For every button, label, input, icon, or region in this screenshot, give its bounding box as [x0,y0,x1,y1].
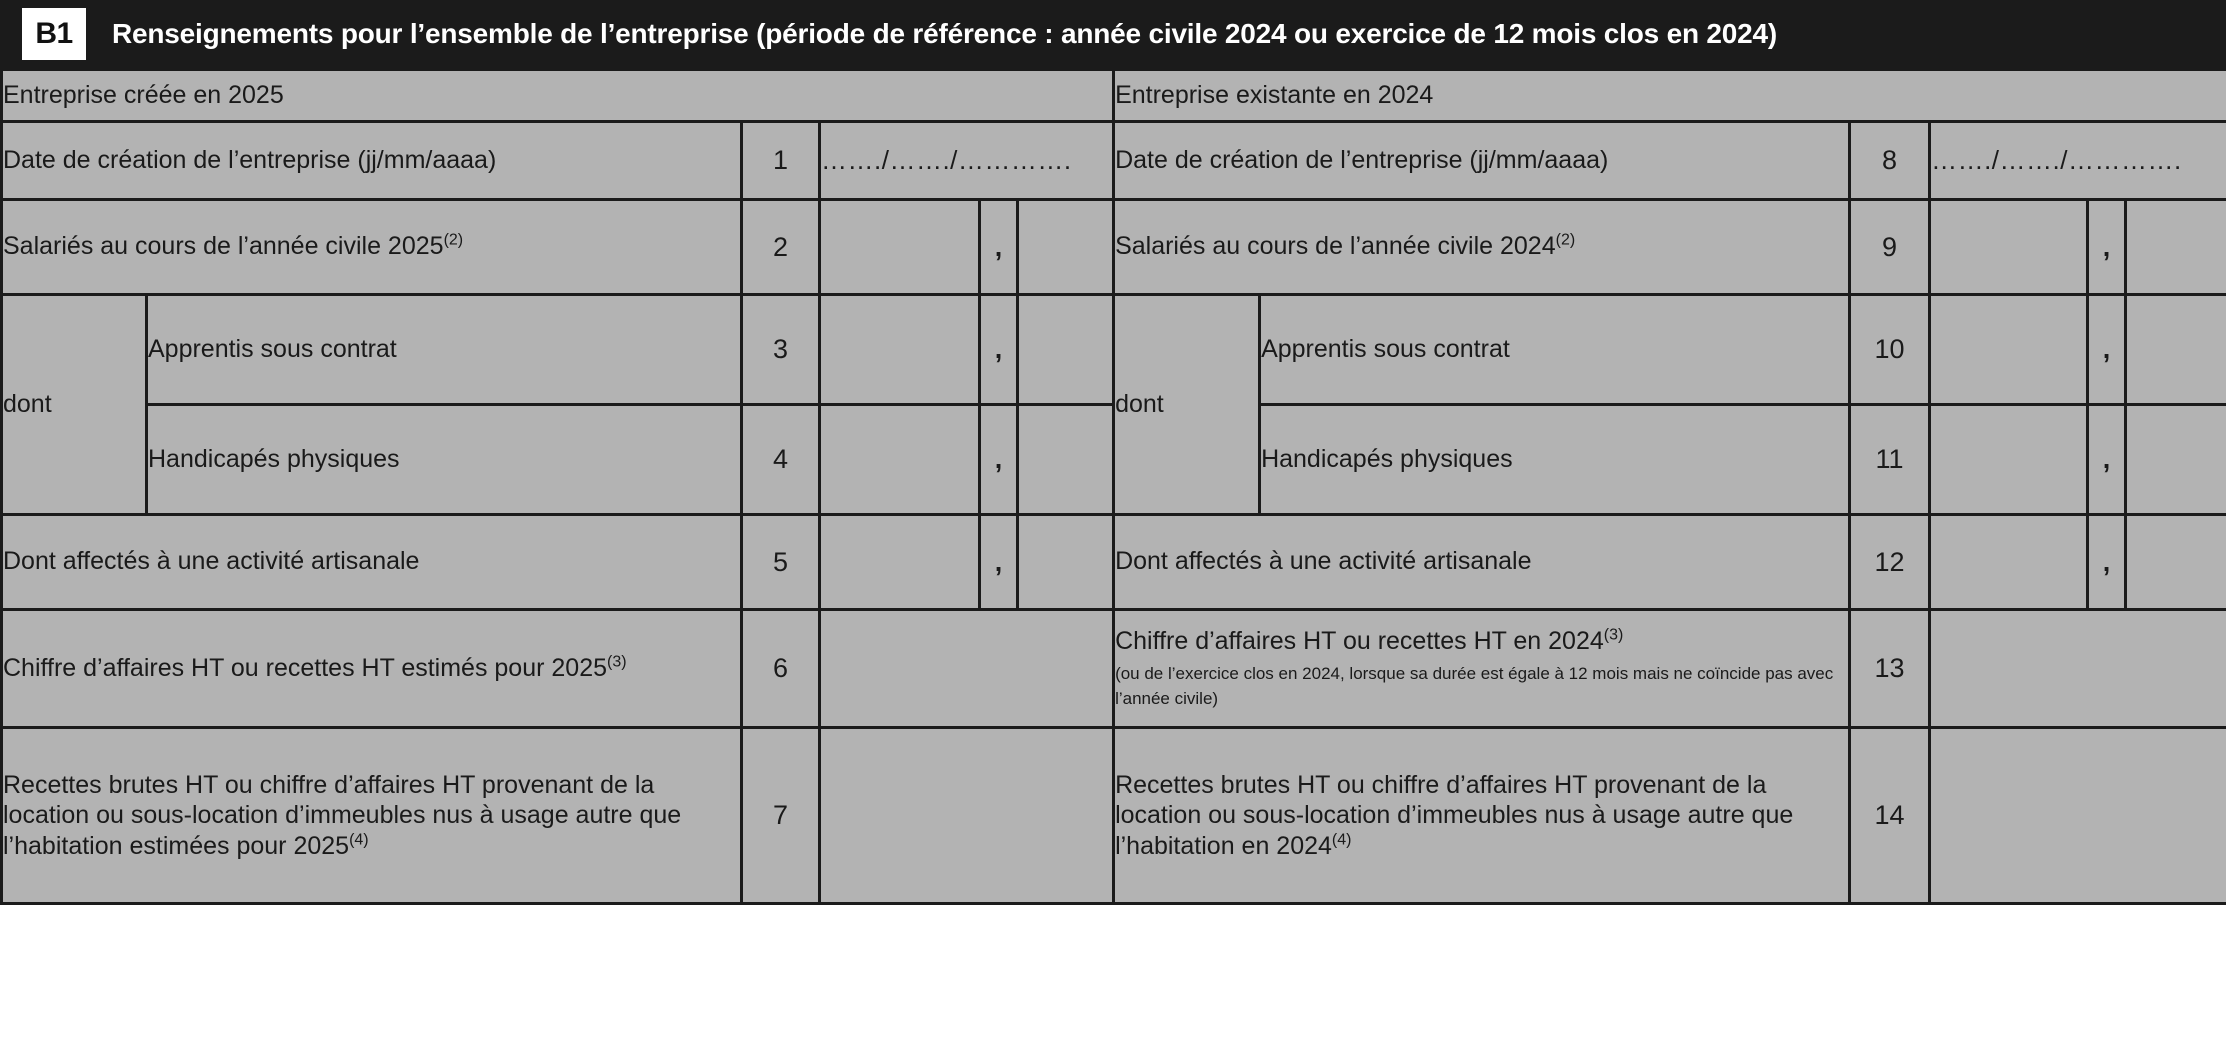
label-chiffre-affaires-right [1114,610,1850,728]
footnote-ref-3-right: (3) [1603,626,1624,644]
footnote-ref-2-right: (2) [1555,231,1576,249]
line-number-1: 1 [742,122,820,200]
table-row-artisanale [2,515,2226,610]
line-number-11: 11 [1850,405,1930,515]
label-artisanale-right: Dont affectés à une activité artisanale [1114,515,1850,610]
dont-label-right: dont [1114,295,1260,515]
table-row-apprentis [2,295,2226,405]
section-header [0,0,2226,68]
line-number-2: 2 [742,200,820,295]
input-salaries-left-integer[interactable] [820,200,980,295]
table-row-column-headings [2,70,2226,122]
footnote-ref-2-left: (2) [443,231,464,249]
input-chiffre-affaires-right[interactable] [1930,610,2226,728]
input-date-creation-right[interactable]: ……./……./…………. [1930,122,2226,200]
label-salaries-right-text: Salariés au cours de l’année civile 2024 [1115,232,1556,261]
line-number-3: 3 [742,295,820,405]
decimal-separator-12: , [2088,515,2126,610]
column-heading-left: Entreprise créée en 2025 [2,70,1114,122]
input-salaries-right-integer[interactable] [1930,200,2088,295]
label-chiffre-affaires-left [2,610,742,728]
table-row-date-creation [2,122,2226,200]
input-handicapes-right-integer[interactable] [1930,405,2088,515]
line-number-7: 7 [742,728,820,904]
table-row-salaries [2,200,2226,295]
input-recettes-brutes-left[interactable] [820,728,1114,904]
table-row-recettes-brutes [2,728,2226,904]
line-number-10: 10 [1850,295,1930,405]
input-artisanale-right-decimal[interactable] [2126,515,2226,610]
column-heading-right: Entreprise existante en 2024 [1114,70,2226,122]
label-salaries-right [1114,200,1850,295]
label-salaries-left [2,200,742,295]
decimal-separator-2: , [980,200,1018,295]
section-title: Renseignements pour l’ensemble de l’entreprise (période de référence : année civile 2024 ou exercice de 12 mois clos en 2024) [112,18,1778,49]
table-row-chiffre-affaires [2,610,2226,728]
line-number-13: 13 [1850,610,1930,728]
input-artisanale-left-integer[interactable] [820,515,980,610]
input-apprentis-right-integer[interactable] [1930,295,2088,405]
input-artisanale-left-decimal[interactable] [1018,515,1114,610]
label-recettes-brutes-right-text: Recettes brutes HT ou chiffre d’affaires HT provenant de la location ou sous-location d’immeubles nus à usage autre que l’habitation en 2024 [1115,770,1794,860]
input-date-creation-left[interactable]: ……./……./…………. [820,122,1114,200]
label-date-creation-left: Date de création de l’entreprise (jj/mm/aaaa) [2,122,742,200]
footnote-ref-4-right: (4) [1331,831,1352,849]
section-code-badge: B1 [22,8,86,60]
line-number-8: 8 [1850,122,1930,200]
dont-label-left: dont [2,295,147,515]
line-number-12: 12 [1850,515,1930,610]
footnote-ref-4-left: (4) [349,831,369,849]
input-handicapes-left-integer[interactable] [820,405,980,515]
label-chiffre-affaires-left-text: Chiffre d’affaires HT ou recettes HT estimés pour 2025 [3,654,608,683]
line-number-9: 9 [1850,200,1930,295]
decimal-separator-5: , [980,515,1018,610]
decimal-separator-10: , [2088,295,2126,405]
decimal-separator-11: , [2088,405,2126,515]
line-number-14: 14 [1850,728,1930,904]
label-apprentis-right: Apprentis sous contrat [1260,295,1850,405]
input-handicapes-right-decimal[interactable] [2126,405,2226,515]
label-recettes-brutes-right [1114,728,1850,904]
input-artisanale-right-integer[interactable] [1930,515,2088,610]
decimal-separator-9: , [2088,200,2126,295]
input-apprentis-right-decimal[interactable] [2126,295,2226,405]
decimal-separator-3: , [980,295,1018,405]
label-recettes-brutes-left-text: Recettes brutes HT ou chiffre d’affaires HT provenant de la location ou sous-location d’immeubles nus à usage autre que l’habitation estimées pour 2025 [3,770,682,860]
label-chiffre-affaires-right-text: Chiffre d’affaires HT ou recettes HT en 2024 [1115,626,1604,655]
line-number-6: 6 [742,610,820,728]
line-number-4: 4 [742,405,820,515]
input-salaries-left-decimal[interactable] [1018,200,1114,295]
label-salaries-left-text: Salariés au cours de l’année civile 2025 [3,232,444,261]
label-handicapes-right: Handicapés physiques [1260,405,1850,515]
label-chiffre-affaires-right-fineprint: (ou de l’exercice clos en 2024, lorsque sa durée est égale à 12 mois mais ne coïncide pas avec l’année civile) [1115,664,1834,708]
label-handicapes-left: Handicapés physiques [147,405,742,515]
line-number-5: 5 [742,515,820,610]
decimal-separator-4: , [980,405,1018,515]
input-handicapes-left-decimal[interactable] [1018,405,1114,515]
footnote-ref-3-left: (3) [607,653,627,671]
input-salaries-right-decimal[interactable] [2126,200,2226,295]
b1-table [0,68,2226,905]
input-apprentis-left-decimal[interactable] [1018,295,1114,405]
input-apprentis-left-integer[interactable] [820,295,980,405]
input-recettes-brutes-right[interactable] [1930,728,2226,904]
label-apprentis-left: Apprentis sous contrat [147,295,742,405]
input-chiffre-affaires-left[interactable] [820,610,1114,728]
label-recettes-brutes-left [2,728,742,904]
label-artisanale-left: Dont affectés à une activité artisanale [2,515,742,610]
label-date-creation-right: Date de création de l’entreprise (jj/mm/aaaa) [1114,122,1850,200]
